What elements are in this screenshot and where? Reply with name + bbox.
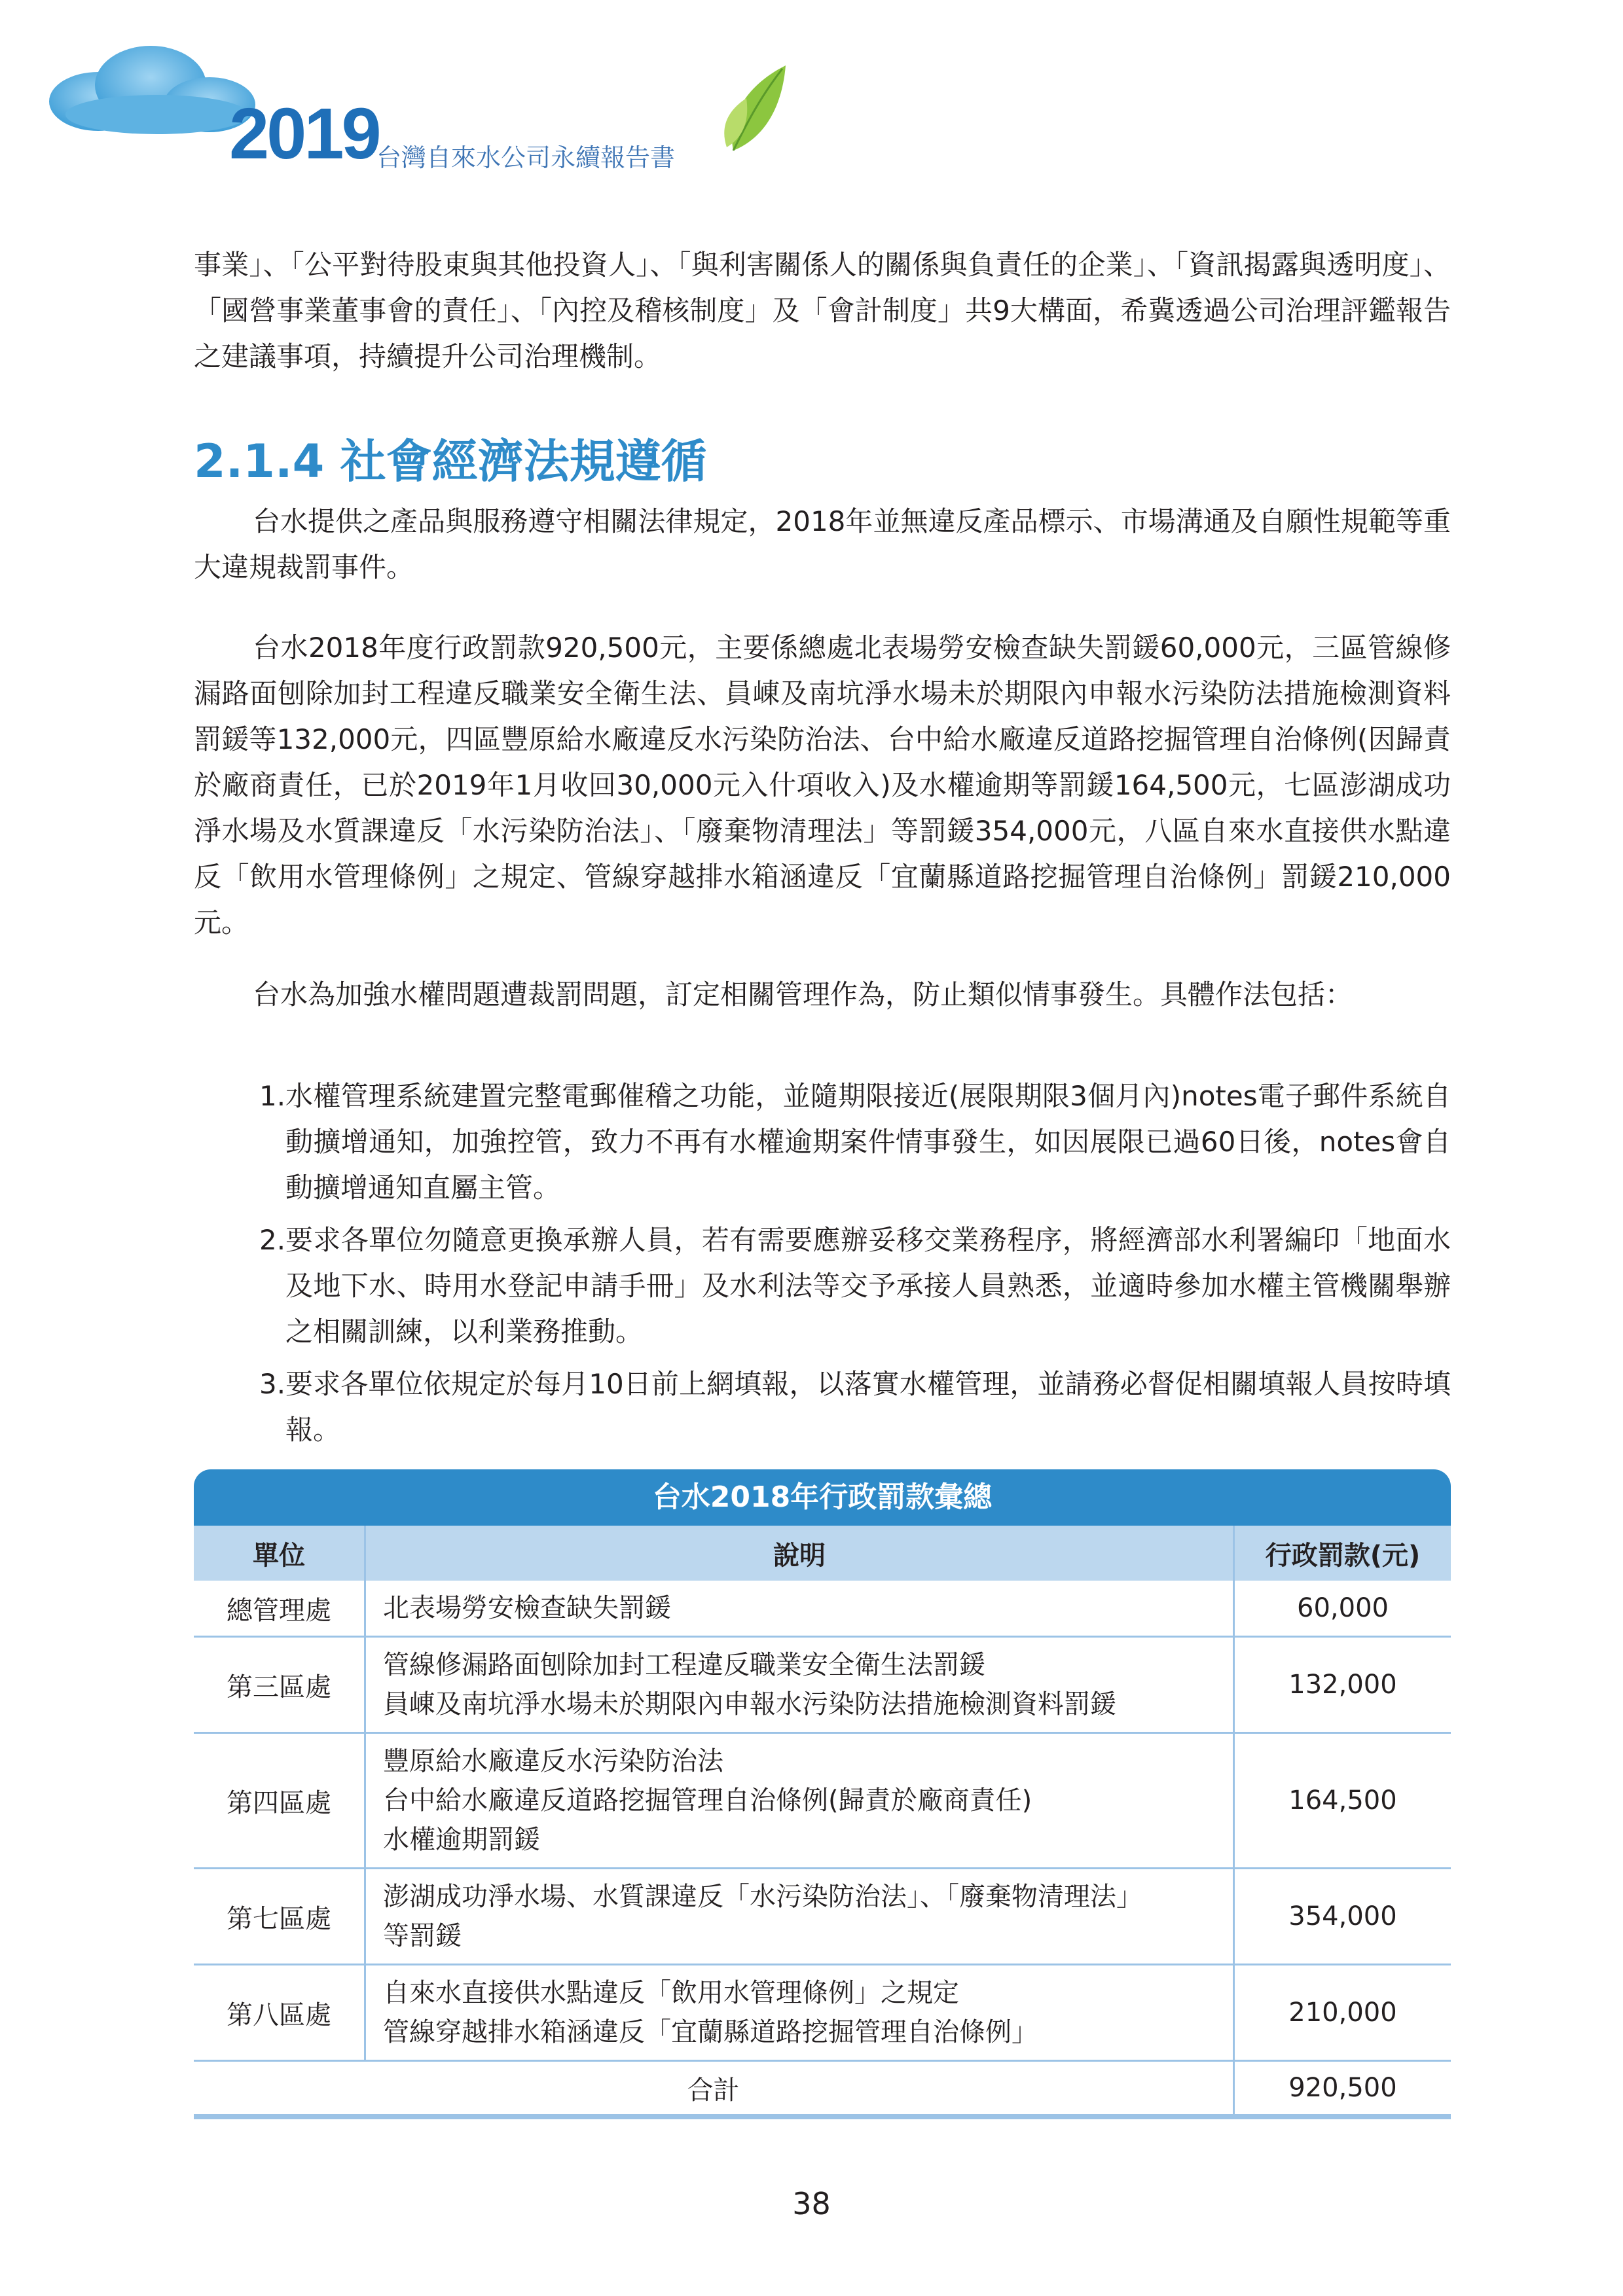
desc-line: 等罰鍰 [383,1921,462,1951]
list-item [259,1073,1451,1211]
table-row [194,1637,1451,1733]
section-paragraph-2-block [194,625,1451,946]
list-item-text: 要求各單位勿隨意更換承辦人員，若有需要應辦妥移交業務程序，將經濟部水利署編印「地面水及地下水、時用水登記申請手冊」及水利法等交予承接人員熟悉，並適時參加水權主管機關舉辦之相關訓練，以利業務推動。 [285,1224,1451,1348]
table-total-row [194,2061,1451,2117]
desc-line: 員崠及南坑淨水場未於期限內申報水污染防法措施檢測資料罰鍰 [383,1689,1116,1719]
table-cell-desc [365,1733,1234,1869]
list-item [259,1217,1451,1355]
list-item-number: 3. [259,1368,286,1400]
intro-block [194,242,1451,380]
table-cell-unit: 第四區處 [194,1733,365,1869]
table-row [194,1965,1451,2061]
column-header-desc: 說明 [365,1526,1234,1581]
column-header-unit: 單位 [194,1526,365,1581]
table-cell-desc [365,1637,1234,1733]
column-header-amount: 行政罰款(元) [1234,1526,1451,1581]
desc-line: 澎湖成功淨水場、水質課違反「水污染防治法」、「廢棄物清理法」 [383,1882,1142,1912]
measures-list [259,1073,1451,1460]
desc-line: 台中給水廠違反道路挖掘管理自治條例(歸責於廠商責任) [383,1785,1032,1816]
section-paragraph-3-block [194,972,1451,1018]
table-cell-amount: 354,000 [1234,1869,1451,1965]
cloud-icon [39,39,262,137]
report-year: 2019 [229,94,379,174]
section-paragraph: 台水為加強水權問題遭裁罰問題，訂定相關管理作為，防止類似情事發生。具體作法包括： [253,978,1353,1011]
page-number: 38 [792,2186,831,2221]
table-cell-unit: 總管理處 [194,1581,365,1637]
table-cell-desc [365,1869,1234,1965]
list-item-number: 1. [259,1080,286,1112]
table-cell-unit: 第八區處 [194,1965,365,2061]
desc-line: 管線修漏路面刨除加封工程違反職業安全衛生法罰鍰 [383,1650,985,1680]
total-label: 合計 [194,2061,1234,2117]
table-cell-unit: 第三區處 [194,1637,365,1733]
desc-line: 豐原給水廠違反水污染防治法 [383,1746,723,1776]
list-item [259,1361,1451,1453]
fines-table [194,1469,1451,2119]
intro-paragraph: 事業」、「公平對待股東與其他投資人」、「與利害關係人的關係與負責任的企業」、「資訊揭露與透明度」、「國營事業董事會的責任」、「內控及稽核制度」及「會計制度」共9大構面，希冀透過公司治理評鑑報告之建議事項，持續提升公司治理機制。 [194,249,1451,372]
total-amount: 920,500 [1234,2061,1451,2117]
list-item-number: 2. [259,1224,286,1256]
desc-line: 水權逾期罰鍰 [383,1825,540,1855]
table-cell-desc [365,1581,1234,1637]
table-title: 台水2018年行政罰款彙總 [194,1469,1451,1526]
table-cell-amount: 132,000 [1234,1637,1451,1733]
desc-line: 自來水直接供水點違反「飲用水管理條例」之規定 [383,1978,959,2008]
fines-table-grid [194,1526,1451,2119]
section-block [194,432,1451,491]
leaf-icon [720,59,792,157]
section-paragraph: 台水提供之產品與服務遵守相關法律規定，2018年並無違反產品標示、市場溝通及自願性規範等重大違規裁罰事件。 [194,505,1451,583]
table-cell-amount: 60,000 [1234,1581,1451,1637]
section-paragraph: 台水2018年度行政罰款920,500元，主要係總處北表場勞安檢查缺失罰鍰60,000元，三區管線修漏路面刨除加封工程違反職業安全衛生法、員崠及南坑淨水場未於期限內申報水污染防法措施檢測資料罰鍰等132,000元，四區豐原給水廠違反水污染防治法、台中給水廠違反道路挖掘管理自治條例(因歸責於廠商責任，已於2019年1月收回30,000元入什項收入)及水權逾期等罰鍰164,500元，七區澎湖成功淨水場及水質課違反「水污染防治法」、「廢棄物清理法」等罰鍰354,000元，八區自來水直接供水點違反「飲用水管理條例」之規定、管線穿越排水箱涵違反「宜蘭縣道路挖掘管理自治條例」罰鍰210,000元。 [194,632,1451,939]
report-header [39,39,825,183]
table-cell-amount: 164,500 [1234,1733,1451,1869]
desc-line: 北表場勞安檢查缺失罰鍰 [383,1593,671,1623]
table-row [194,1869,1451,1965]
report-title: 台灣自來水公司永續報告書 [376,143,676,172]
list-item-text: 水權管理系統建置完整電郵催稽之功能，並隨期限接近(展限期限3個月內)notes電子郵件系統自動擴增通知，加強控管，致力不再有水權逾期案件情事發生，如因展限已過60日後，notes會自動擴增通知直屬主管。 [285,1080,1451,1204]
table-row [194,1581,1451,1637]
section-heading: 2.1.4 社會經濟法規遵循 [194,435,707,488]
table-cell-unit: 第七區處 [194,1869,365,1965]
table-cell-amount: 210,000 [1234,1965,1451,2061]
section-paragraph-1-block [194,499,1451,590]
table-row [194,1733,1451,1869]
desc-line: 管線穿越排水箱涵違反「宜蘭縣道路挖掘管理自治條例」 [383,2017,1038,2047]
table-cell-desc [365,1965,1234,2061]
table-header-row [194,1526,1451,1581]
list-item-text: 要求各單位依規定於每月10日前上網填報，以落實水權管理，並請務必督促相關填報人員按時填報。 [285,1368,1451,1446]
